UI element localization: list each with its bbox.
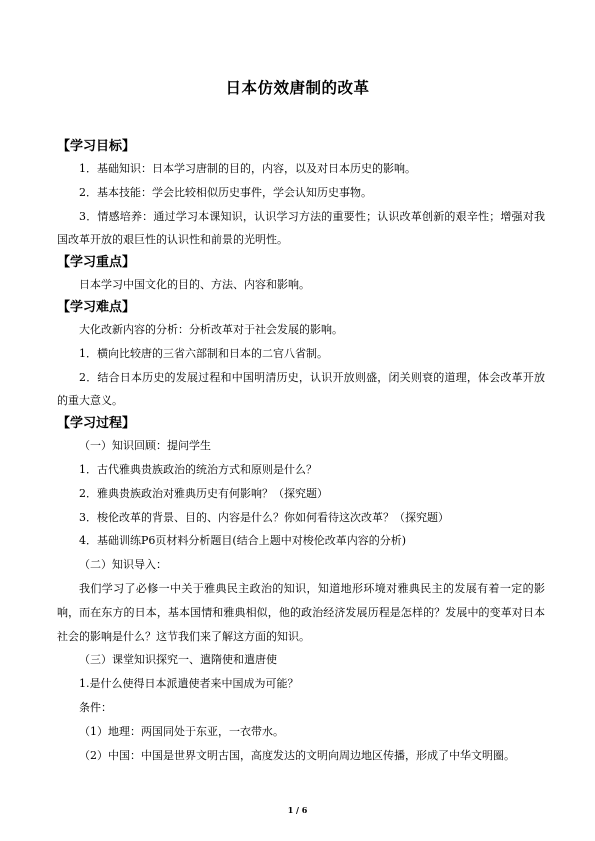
process-item-3: 2．雅典贵族政治对雅典历史有何影响？（探究题） xyxy=(79,486,328,500)
process-item-2: 1．古代雅典贵族政治的统治方式和原则是什么？ xyxy=(79,462,317,476)
difficulty-item-2: 1．横向比较唐的三省六部制和日本的二官八省制。 xyxy=(79,346,328,360)
process-item-12: （2）中国：中国是世界文明古国，高度发达的文明向周边地区传播，形成了中华文明圈。 xyxy=(79,748,515,762)
process-item-1: （一）知识回顾：提问学生 xyxy=(79,439,211,453)
document-body xyxy=(57,136,545,767)
process-item-4: 3．梭伦改革的背景、目的、内容是什么？你如何看待这次改革？（探究题） xyxy=(79,510,449,524)
process-item-6: （二）知识导入： xyxy=(79,558,167,572)
key-point-item-1: 日本学习中国文化的目的、方法、内容和影响。 xyxy=(79,278,310,292)
difficulty-item-3: 2．结合日本历史的发展过程和中国明清历史，认识开放则盛，闭关则衰的道理，体会改革开放的重大意义。 xyxy=(57,370,545,408)
process-item-7: 我们学习了必修一中关于雅典民主政治的知识，知道地形环境对雅典民主的发展有着一定的影响，而在东方的日本，基本国情和雅典相似，他的政治经济发展历程是怎样的？发展中的变革对日本社会的影响是什么？这节我们来了解这方面的知识。 xyxy=(57,581,545,643)
page-number: 1 / 6 xyxy=(287,805,308,815)
section-heading-key-points: 【学习重点】 xyxy=(57,255,136,271)
process-item-10: 条件： xyxy=(79,700,112,714)
section-heading-goals: 【学习目标】 xyxy=(57,139,136,154)
goal-item-3: 3．情感培养：通过学习本课知识，认识学习方法的重要性；认识改革创新的艰辛性；增强对我国改革开放的艰巨性的认识性和前景的光明性。 xyxy=(57,209,545,247)
process-item-11: （1）地理：两国同处于东亚，一衣带水。 xyxy=(79,724,284,738)
goal-item-1: 1．基础知识：日本学习唐制的目的，内容，以及对日本历史的影响。 xyxy=(79,162,416,175)
goal-item-2: 2．基本技能：学会比较相似历史事件，学会认知历史事物。 xyxy=(79,185,372,199)
section-heading-difficulties: 【学习难点】 xyxy=(57,299,136,315)
section-heading-process: 【学习过程】 xyxy=(57,416,136,432)
page-title: 日本仿效唐制的改革 xyxy=(225,79,370,97)
difficulty-item-1: 大化改新内容的分析：分析改革对于社会发展的影响。 xyxy=(79,322,343,336)
process-item-9: 1.是什么使得日本派遣使者来中国成为可能？ xyxy=(79,677,299,691)
process-item-5: 4．基础训练P6页材料分析题目(结合上题中对梭伦改革内容的分析) xyxy=(79,534,406,548)
process-item-8: （三）课堂知识探究一、遣隋使和遣唐使 xyxy=(79,653,277,667)
